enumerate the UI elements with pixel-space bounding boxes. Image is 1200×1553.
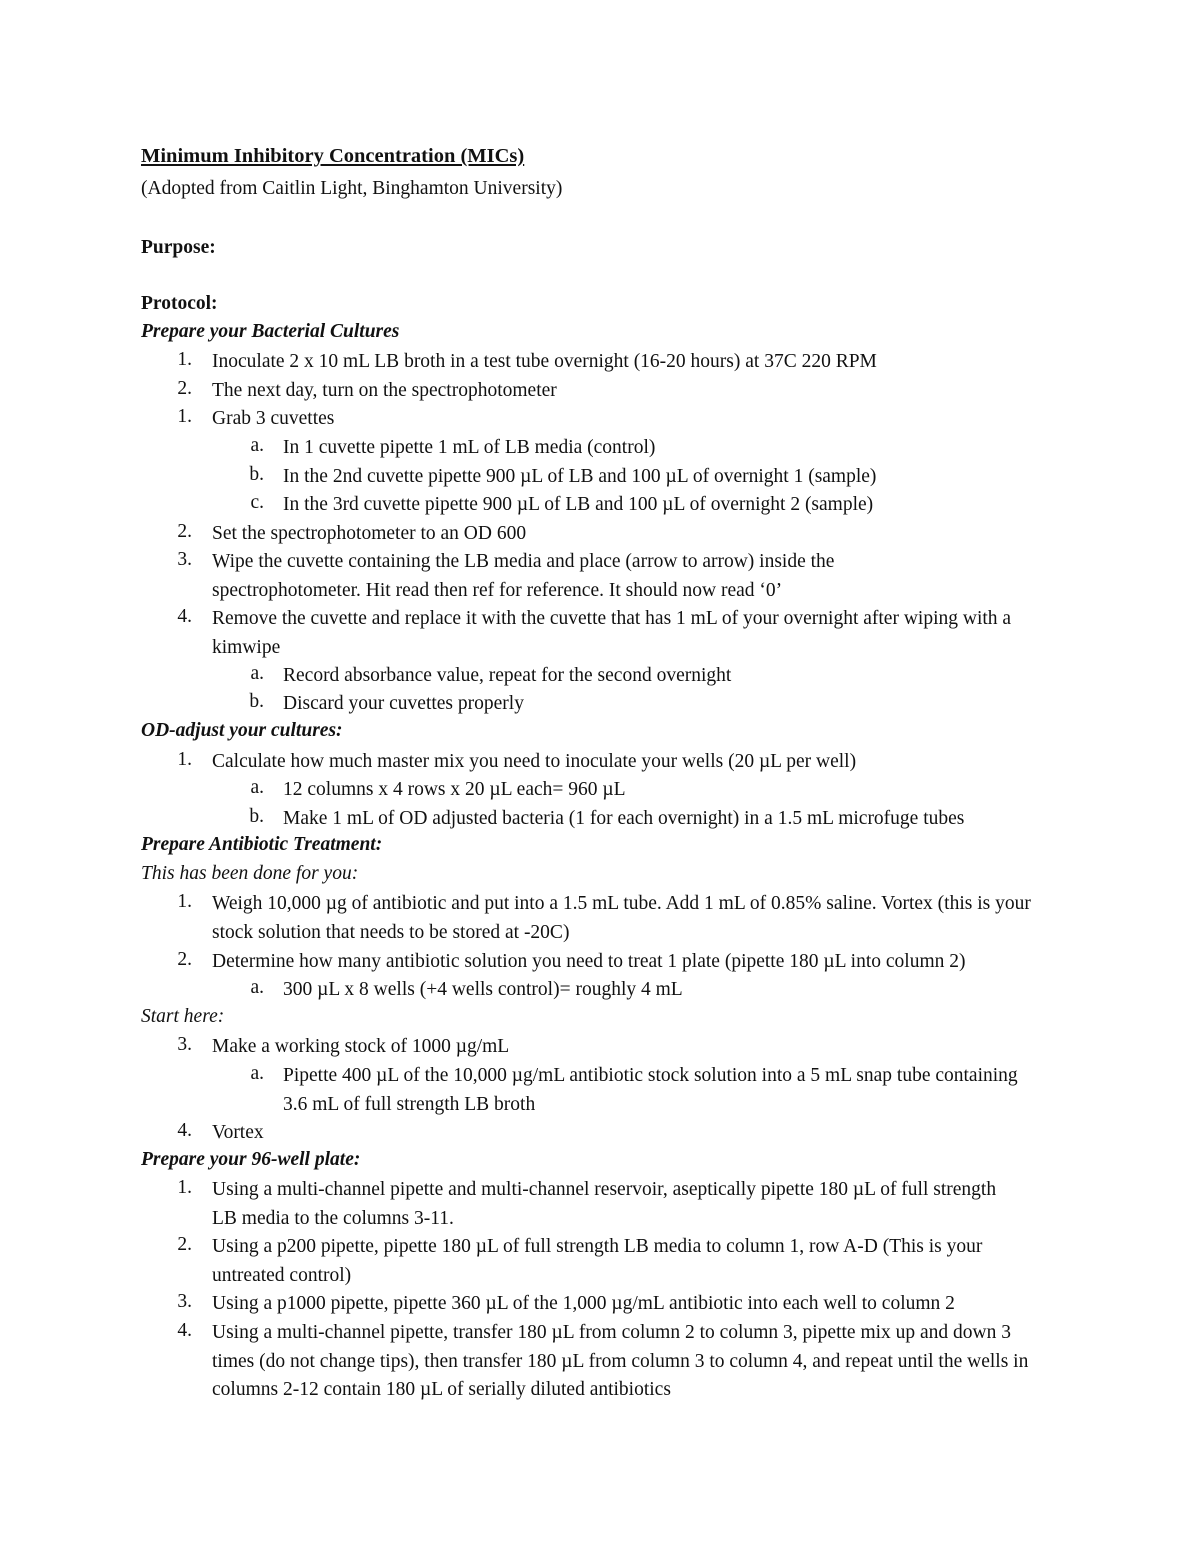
list-marker: 3. bbox=[177, 549, 192, 570]
document-title: Minimum Inhibitory Concentration (MICs) bbox=[141, 145, 525, 167]
purpose-label: Purpose: bbox=[141, 237, 216, 258]
sublist-marker: b. bbox=[249, 691, 264, 712]
sublist-marker: a. bbox=[250, 663, 264, 684]
list-marker: 3. bbox=[177, 1034, 192, 1055]
sublist-marker: b. bbox=[249, 464, 264, 485]
list-marker: 1. bbox=[177, 891, 192, 912]
sublist-marker: b. bbox=[249, 806, 264, 827]
sublist-marker: a. bbox=[250, 777, 264, 798]
protocol-label: Protocol: bbox=[141, 293, 218, 314]
list-marker: 3. bbox=[177, 1291, 192, 1312]
section-heading-antibiotic: Prepare Antibiotic Treatment: bbox=[141, 834, 383, 855]
list-marker: 4. bbox=[177, 1120, 192, 1141]
section-heading-plate: Prepare your 96-well plate: bbox=[141, 1149, 361, 1170]
sublist-marker: a. bbox=[250, 977, 264, 998]
list-marker: 4. bbox=[177, 1320, 192, 1341]
document-page: Minimum Inhibitory Concentration (MICs) (Adopted from Caitlin Light, Binghamton University) Purpose: Protocol: Prepare your Bacterial Cultures 1. Inoculate 2 x 10 mL LB broth in a test tube overnight (16-20 hours) at 37C 220 RPM 2. The next day, turn on the spectrophotometer 1. Grab 3 cuvettes a. In 1 cuvette pipette 1 mL of LB media (control) b. In the 2nd cuvette pipette 900 µL of LB and 100 µL of overnight 1 (sample) c. In the 3rd cuvette pipette 900 µL of LB and 100 µL of overnight 2 (sample) 2. Set the spectrophotometer to an OD 600 3. Wipe the cuvette containing the LB media and place (arrow to arrow) inside the spectrophotometer. Hit read then ref for reference. It should now read ‘0’ 4. Remove the cuvette and replace it with the cuvette that has 1 mL of your overnight after wiping with a kimwipe a. Record absorbance value, repeat for the second overnight b. Discard your cuvettes properly OD-adjust your cultures: 1. Calculate how much master mix you need to inoculate your wells (20 µL per well) a. 12 columns x 4 rows x 20 µL each= 960 µL b. Make 1 mL of OD adjusted bacteria (1 for each overnight) in a 1.5 mL microfuge tubes Prepare Antibiotic Treatment: This has been done for you: 1. Weigh 10,000 µg of antibiotic and put into a 1.5 mL tube. Add 1 mL of 0.85% saline. Vortex (this is your stock solution that needs to be stored at -20C) 2. Determine how many antibiotic solution you need to treat 1 plate (pipette 180 µL into column 2) a. 300 µL x 8 wells (+4 wells control)= roughly 4 mL Start here: 3. Make a working stock of 1000 µg/mL a. Pipette 400 µL of the 10,000 µg/mL antibiotic stock solution into a 5 mL snap tube containing 3.6 mL of full strength LB broth 4. Vortex Prepare your 96-well plate: 1. Using a multi-channel pipette and multi-channel reservoir, aseptically pipette 180 µL of full strength LB media to the columns 3-11. 2. Using a p200 pipette, pipette 180 µL of full strength LB media to column 1, row A-D (This is your untreated control) 3. Using a p1000 pipette, pipette 360 µL of the 1,000 µg/mL antibiotic into each well to column 2 4. Using a multi-channel pipette, transfer 180 µL from column 2 to column 3, pipette mix up and down 3 times (do not change tips), then transfer 180 µL from column 3 to column 4, and repeat until the wells in columns 2-12 contain 180 µL of serially diluted antibiotics bbox=[141, 145, 1031, 1401]
sublist-marker: a. bbox=[250, 435, 264, 456]
list-marker: 1. bbox=[177, 406, 192, 427]
sublist-marker: a. bbox=[250, 1063, 264, 1084]
list-marker: 1. bbox=[177, 349, 192, 370]
list-marker: 2. bbox=[177, 1234, 192, 1255]
list-marker: 4. bbox=[177, 606, 192, 627]
list-marker: 2. bbox=[177, 949, 192, 970]
list-marker: 2. bbox=[177, 521, 192, 542]
list-marker: 1. bbox=[177, 749, 192, 770]
section-heading-cultures: Prepare your Bacterial Cultures bbox=[141, 321, 400, 342]
sublist-marker: c. bbox=[250, 492, 264, 513]
note-start-here: Start here: bbox=[141, 1006, 225, 1027]
section-heading-od-adjust: OD-adjust your cultures: bbox=[141, 720, 343, 741]
list-marker: 2. bbox=[177, 378, 192, 399]
list-marker: 1. bbox=[177, 1177, 192, 1198]
document-subtitle: (Adopted from Caitlin Light, Binghamton University) bbox=[141, 178, 563, 199]
note-done-for-you: This has been done for you: bbox=[141, 863, 359, 884]
